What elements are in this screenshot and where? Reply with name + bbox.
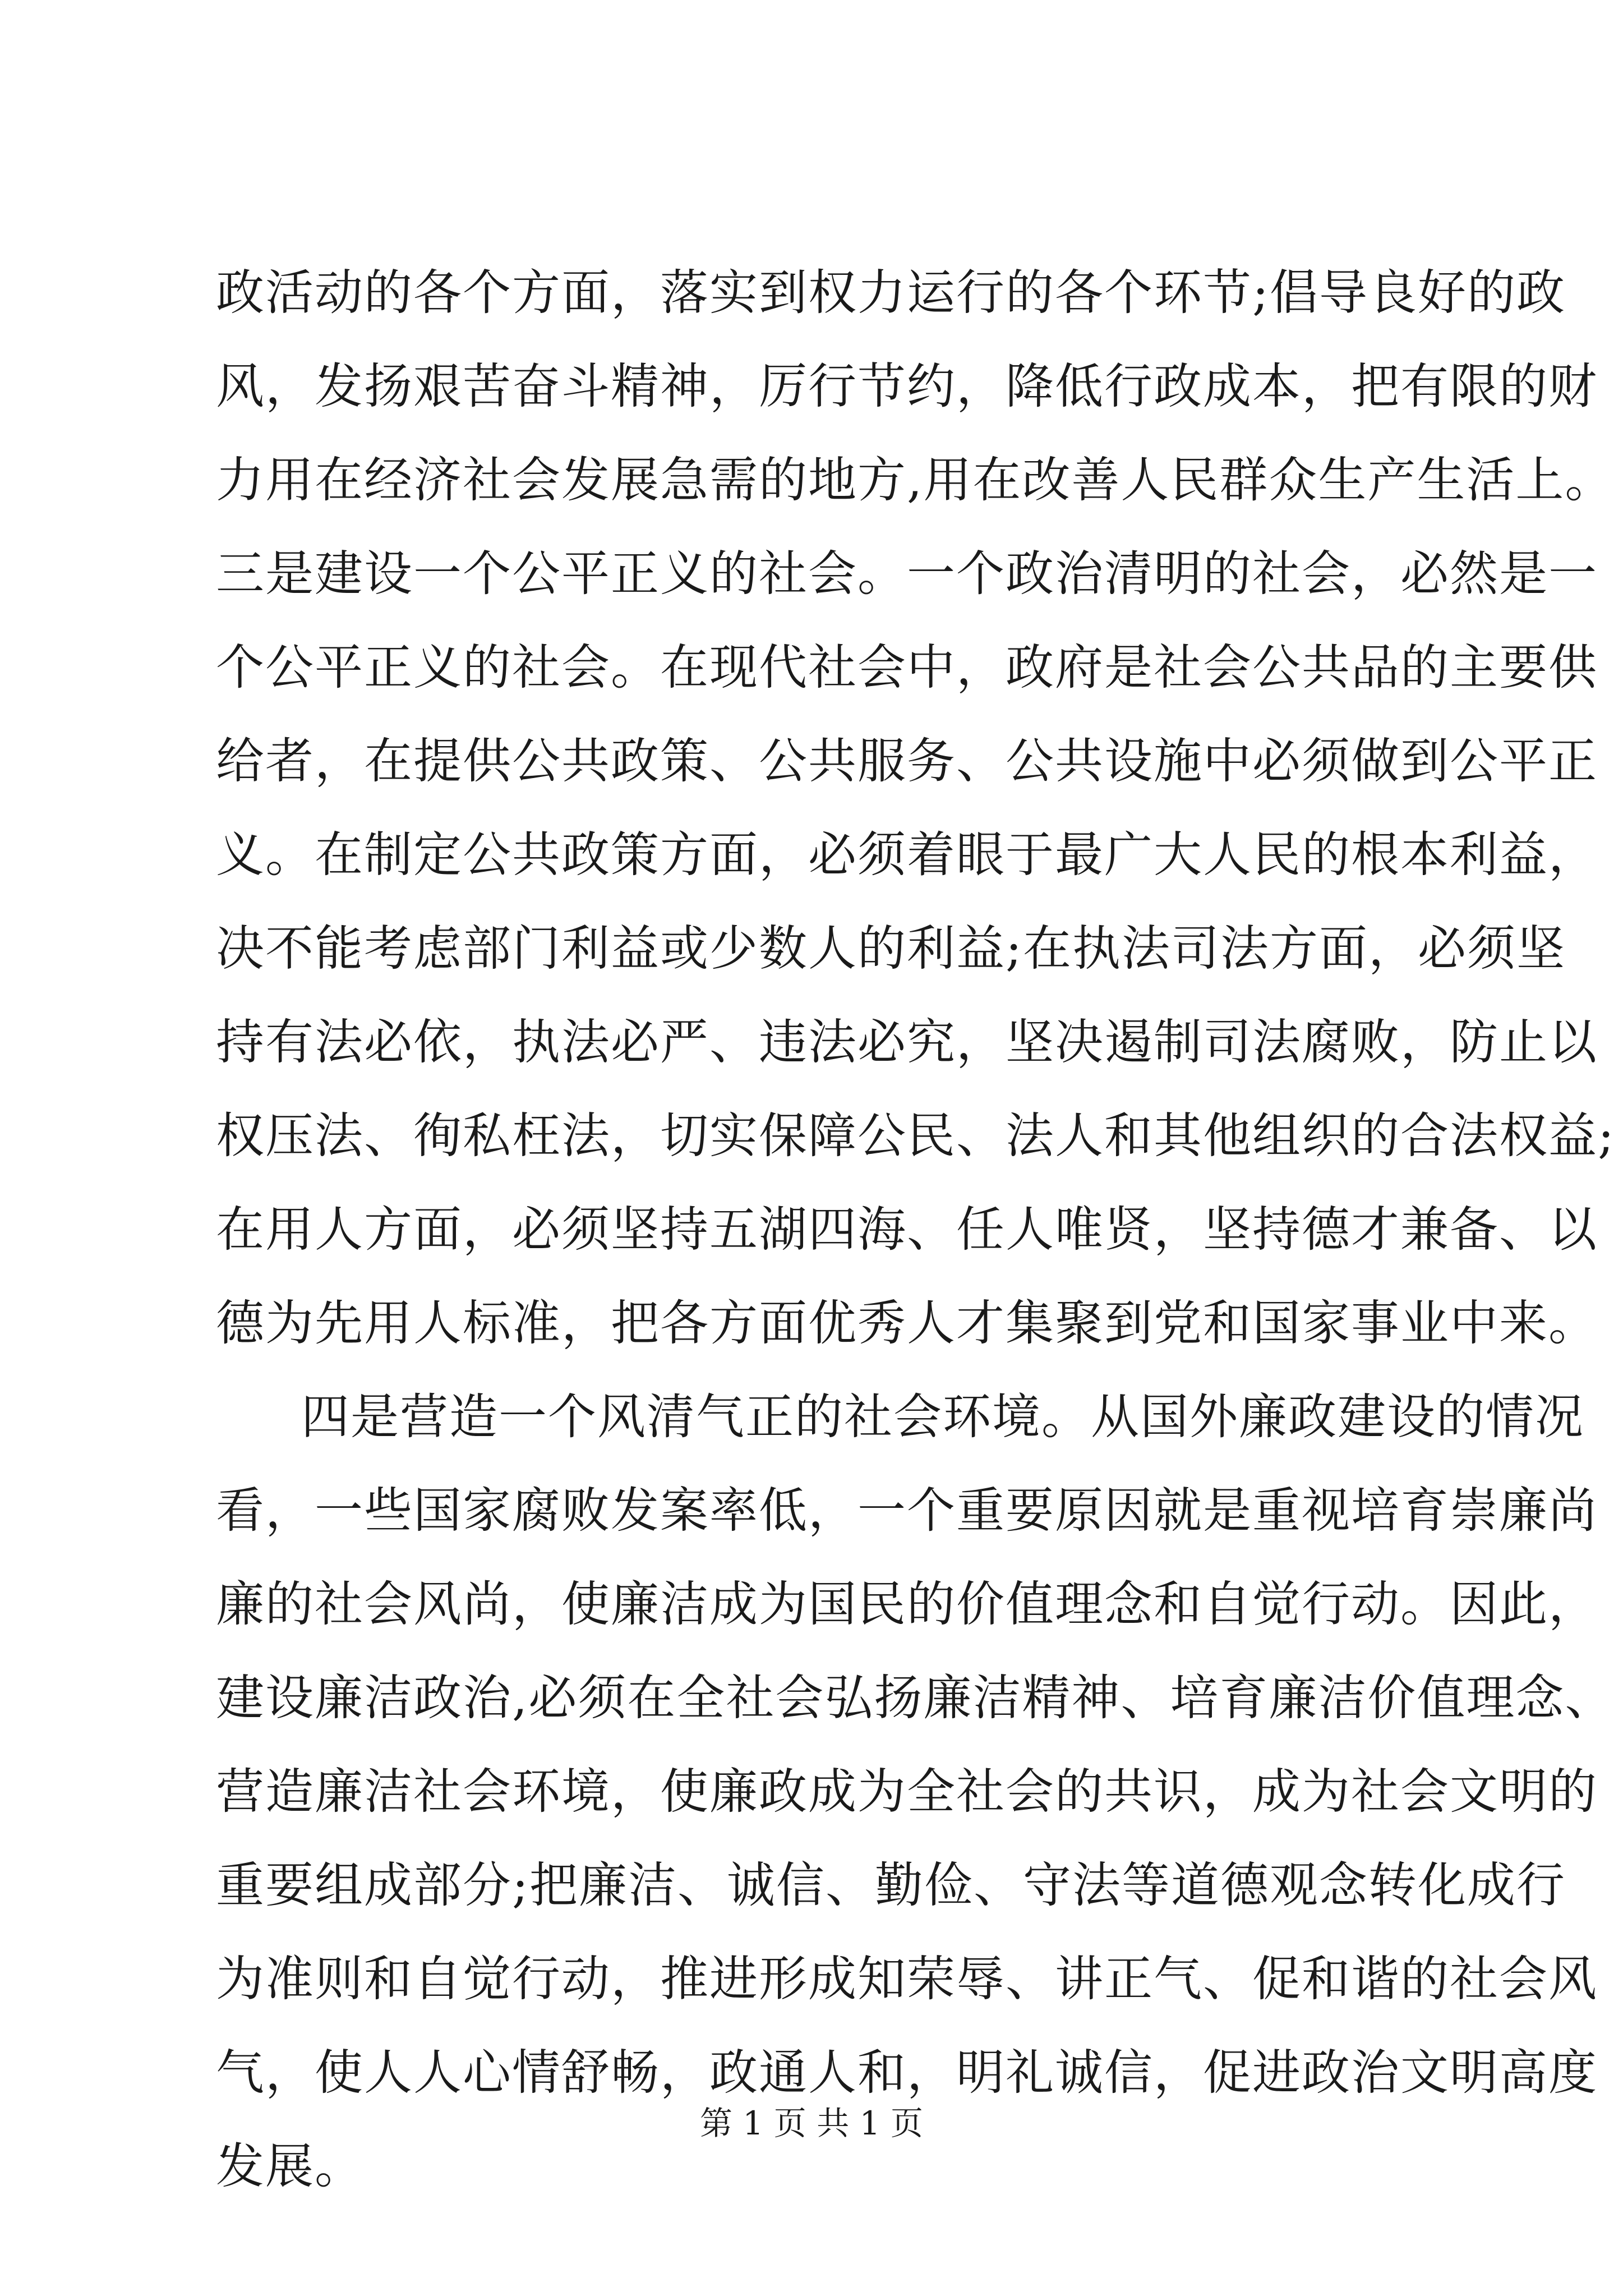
text-line: 持有法必依，执法必严、违法必究，坚决遏制司法腐败，防止以 — [216, 1014, 1598, 1070]
text-line: 义。在制定公共政策方面，必须着眼于最广大人民的根本利益， — [216, 827, 1598, 883]
text-line: 三是建设一个公平正义的社会。一个政治清明的社会，必然是一 — [216, 546, 1598, 602]
text-line: 决不能考虑部门利益或少数人的利益;在执法司法方面，必须坚 — [216, 921, 1566, 977]
text-line: 权压法、徇私枉法，切实保障公民、法人和其他组织的合法权益; — [216, 1108, 1615, 1164]
text-line: 重要组成部分;把廉洁、诚信、勤俭、守法等道德观念转化成行 — [216, 1857, 1566, 1913]
text-line: 个公平正义的社会。在现代社会中，政府是社会公共品的主要供 — [216, 639, 1598, 696]
text-line: 发展。 — [216, 2138, 364, 2194]
text-line: 营造廉洁社会环境，使廉政成为全社会的共识，成为社会文明的 — [216, 1764, 1598, 1820]
paragraph-first-line: 四是营造一个风清气正的社会环境。从国外廉政建设的情况 — [301, 1389, 1584, 1445]
text-line: 给者，在提供公共政策、公共服务、公共设施中必须做到公平正 — [216, 733, 1598, 789]
text-line: 气，使人人心情舒畅，政通人和，明礼诚信，促进政治文明高度 — [216, 2045, 1598, 2101]
page-footer: 第 1 页 共 1 页 — [700, 2104, 923, 2142]
text-line: 力用在经济社会发展急需的地方,用在改善人民群众生产生活上。 — [216, 452, 1615, 508]
text-line: 在用人方面，必须坚持五湖四海、任人唯贤，坚持德才兼备、以 — [216, 1202, 1598, 1258]
text-line: 风，发扬艰苦奋斗精神，厉行节约，降低行政成本，把有限的财 — [216, 358, 1598, 415]
text-line: 为准则和自觉行动，推进形成知荣辱、讲正气、促和谐的社会风 — [216, 1951, 1598, 2007]
text-line: 政活动的各个方面，落实到权力运行的各个环节;倡导良好的政 — [216, 265, 1566, 321]
text-line: 建设廉洁政治,必须在全社会弘扬廉洁精神、培育廉洁价值理念、 — [216, 1670, 1615, 1726]
text-line: 廉的社会风尚，使廉洁成为国民的价值理念和自觉行动。因此， — [216, 1576, 1598, 1632]
text-line: 看，一些国家腐败发案率低，一个重要原因就是重视培育崇廉尚 — [216, 1483, 1598, 1539]
text-line: 德为先用人标准，把各方面优秀人才集聚到党和国家事业中来。 — [216, 1295, 1598, 1351]
